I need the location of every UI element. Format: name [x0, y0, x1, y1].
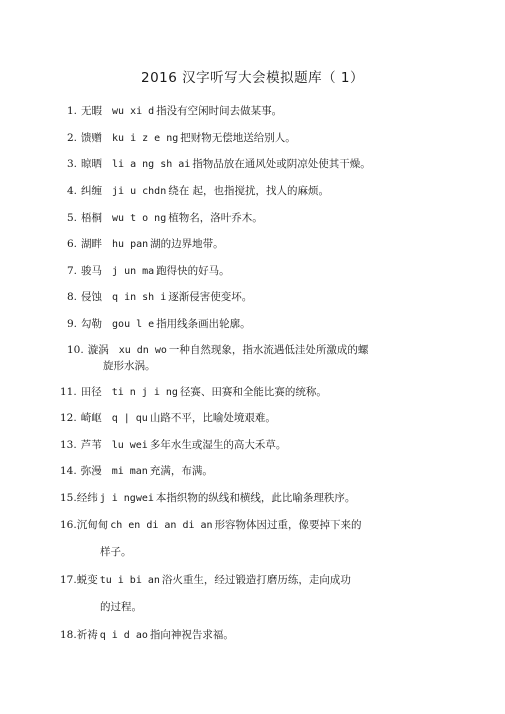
item-number: 16. [60, 519, 77, 531]
list-item [60, 411, 276, 426]
item-definition: 指向神祝告求福。 [149, 629, 234, 641]
item-word: 芦苇 [80, 439, 102, 451]
item-pinyin: ji u chdn [112, 186, 167, 197]
list-item [67, 157, 371, 172]
item-word: 湖畔 [81, 238, 103, 250]
item-pinyin: j i ngwei [99, 493, 154, 504]
item-pinyin: hu pan [112, 239, 149, 250]
list-item [67, 317, 251, 332]
item-word: 漩涡 [87, 344, 109, 356]
item-word: 晾晒 [81, 158, 103, 170]
list-item [60, 628, 234, 643]
item-pinyin: tu i bi an [99, 575, 160, 586]
item-number: 17. [60, 574, 77, 586]
item-number: 9. [67, 318, 78, 330]
item-number: 10. [67, 344, 84, 356]
item-definition: 绕在 起，也指搅扰，找人的麻烦。 [168, 185, 330, 197]
item-definition: 浴火重生，经过锻造打磨历练，走向成功 [161, 574, 351, 586]
item-pinyin: q i d ao [99, 630, 148, 641]
item-pinyin: wu t o ng [112, 213, 167, 224]
item-definition: 逐渐侵害使变坏。 [168, 291, 253, 303]
item-definition: 指没有空闲时间去做某事。 [156, 105, 283, 117]
item-number: 6. [67, 238, 78, 250]
item-pinyin: mi man [111, 466, 148, 477]
item-definition-continued: 样子。 [100, 546, 132, 558]
item-definition: 湖的边界地带。 [150, 238, 224, 250]
list-item [67, 131, 296, 146]
item-word: 祈祷 [76, 629, 98, 641]
item-word: 馈赠 [81, 132, 103, 144]
list-item [67, 290, 252, 305]
item-number: 7. [67, 265, 78, 277]
item-number: 2. [67, 132, 78, 144]
list-item [67, 237, 224, 252]
list-item [60, 491, 355, 506]
item-pinyin: wu xi d [112, 106, 155, 117]
item-definition-continued: 旋形水涡。 [103, 360, 156, 372]
item-word: 勾勒 [81, 318, 103, 330]
list-item [67, 104, 282, 119]
item-word: 崎岖 [80, 412, 102, 424]
list-item [60, 518, 362, 533]
item-definition: 本指织物的纵线和横线，此比喻条理秩序。 [155, 492, 356, 504]
item-definition: 指物品放在通风处或阴凉处使其干燥。 [192, 158, 371, 170]
item-definition: 形容物体因过重，像要掉下来的 [214, 519, 362, 531]
list-item [67, 264, 230, 279]
item-pinyin: q in sh i [112, 292, 167, 303]
list-item [67, 211, 263, 226]
item-number: 11. [60, 386, 77, 398]
item-pinyin: j un ma [112, 266, 155, 277]
item-pinyin: q | qu [111, 413, 148, 424]
item-number: 8. [67, 291, 78, 303]
page-title: 2016 汉字听写大会模拟题库（ 1） [140, 70, 365, 86]
item-definition: 山路不平，比喻处境艰难。 [149, 412, 276, 424]
item-definition: 径赛、田赛和全能比赛的统称。 [179, 386, 327, 398]
item-word: 梧桐 [81, 212, 103, 224]
item-pinyin: lu wei [111, 440, 148, 451]
item-word: 弥漫 [80, 465, 102, 477]
item-definition-continued: 的过程。 [100, 601, 142, 613]
item-definition: 充满，布满。 [149, 465, 213, 477]
list-item [60, 438, 286, 453]
item-number: 5. [67, 212, 78, 224]
item-word: 经纬 [76, 492, 98, 504]
item-number: 14. [60, 465, 77, 477]
item-number: 15. [60, 492, 77, 504]
item-number: 18. [60, 629, 77, 641]
item-definition: 多年水生或湿生的高大禾草。 [149, 439, 287, 451]
item-definition: 植物名，洛叶乔木。 [168, 212, 263, 224]
item-definition: 指用线条画出轮廓。 [156, 318, 251, 330]
item-pinyin: ku i z e ng [112, 133, 179, 144]
list-item [60, 573, 351, 588]
item-definition: 跑得快的好马。 [156, 265, 230, 277]
list-item [60, 464, 213, 479]
item-number: 4. [67, 185, 78, 197]
item-pinyin: li a ng sh ai [112, 159, 191, 170]
item-pinyin: ch en di an di an [110, 520, 213, 531]
item-word: 骏马 [81, 265, 103, 277]
list-item [60, 385, 327, 400]
item-definition: 把财物无偿地送给别人。 [180, 132, 296, 144]
item-pinyin: gou l e [112, 319, 155, 330]
item-pinyin: xu dn wo [118, 345, 167, 356]
item-number: 1. [67, 105, 78, 117]
item-word: 侵蚀 [81, 291, 103, 303]
item-number: 12. [60, 412, 77, 424]
item-word: 无暇 [81, 105, 103, 117]
item-word: 蜕变 [76, 574, 98, 586]
item-number: 13. [60, 439, 77, 451]
list-item [67, 184, 329, 199]
item-word: 纠缠 [81, 185, 103, 197]
item-definition: 一种自然现象，指水流遇低洼处所激成的螺 [168, 344, 369, 356]
item-number: 3. [67, 158, 78, 170]
item-word: 沉甸甸 [76, 519, 109, 531]
list-item [67, 343, 368, 358]
item-word: 田径 [80, 386, 102, 398]
item-pinyin: ti n j i ng [111, 387, 178, 398]
